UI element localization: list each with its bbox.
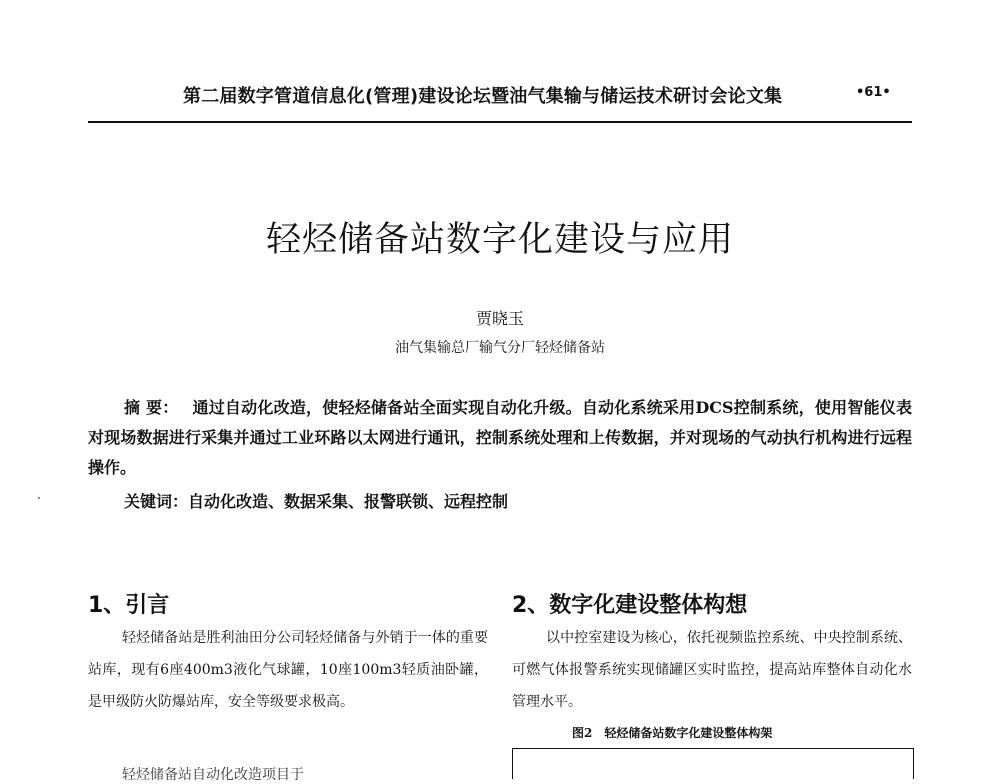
abstract-text: 通过自动化改造，使轻烃储备站全面实现自动化升级。自动化系统采用DCS控制系统，使用智能仪表对现场数据进行采集并通过工业环路以太网进行通讯，控制系统处理和上传数据，并对现场的气动执行机构进行远程操作。 [88, 398, 912, 477]
section-1-body: 轻烃储备站是胜利油田分公司轻烃储备与外销于一体的重要站库，现有6座400m3液化气球罐，10座100m3轻质油卧罐，是甲级防火防爆站库，安全等级要求极高。 [88, 630, 488, 710]
section-2-heading: 2、数字化建设整体构想 [512, 593, 748, 618]
figure-caption: 图2 轻烃储备站数字化建设整体构架 [572, 726, 773, 740]
keywords-label: 关键词： [124, 492, 189, 511]
proceedings-title: 第二届数字管道信息化(管理)建设论坛暨油气集输与储运技术研讨会论文集 [183, 86, 783, 107]
section-2-body: 以中控室建设为核心，依托视频监控系统、中央控制系统、可燃气体报警系统实现储罐区实时监控，提高站库整体自动化水管理水平。 [512, 630, 912, 710]
page-number: •61• [856, 85, 891, 100]
author-name: 贾晓玉 [475, 309, 524, 328]
paper-title: 轻烃储备站数字化建设与应用 [265, 220, 734, 260]
abstract-label: 摘 要： [124, 398, 179, 417]
author-affiliation: 油气集输总厂输气分厂轻烃储备站 [395, 340, 605, 356]
header-rule [88, 121, 912, 123]
keywords-text: 自动化改造、数据采集、报警联锁、远程控制 [188, 492, 509, 511]
scan-speck [38, 497, 40, 499]
keywords [124, 489, 508, 512]
figure-frame [512, 748, 914, 779]
section-1-heading: 1、引言 [88, 593, 170, 618]
abstract [88, 393, 912, 483]
section-1-cut-line: 轻烃储备站自动化改造项目于 [122, 767, 304, 783]
